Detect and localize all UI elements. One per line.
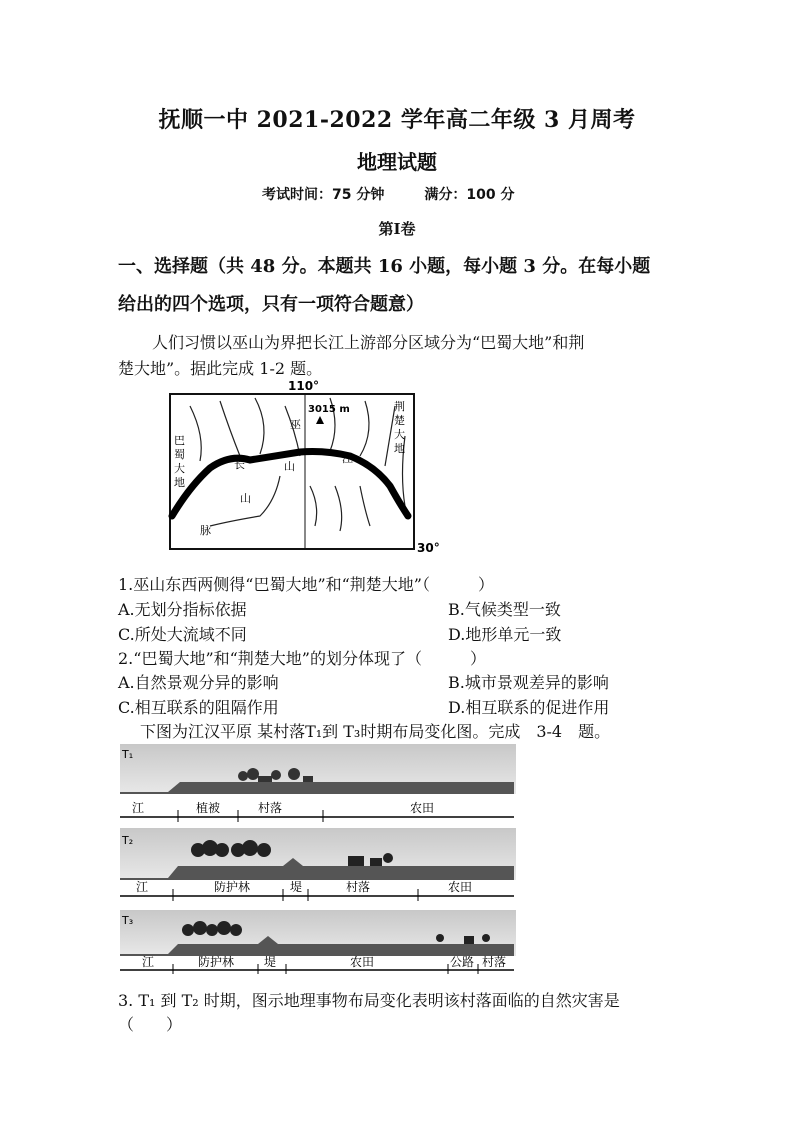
t1-label-vegetation: 植被	[196, 801, 221, 815]
intro1-line2: 楚大地”。据此完成 1-2 题。	[118, 359, 323, 378]
t1-label-farmland: 农田	[410, 801, 435, 815]
panel-t2	[120, 828, 516, 901]
q1-option-a[interactable]: A.无划分指标依据	[118, 600, 247, 619]
label-shu: 蜀	[174, 448, 185, 461]
panel-t3	[120, 910, 516, 974]
q2-option-c[interactable]: C.相互联系的阻隔作用	[118, 698, 279, 717]
volume-heading: 第Ⅰ卷	[378, 220, 416, 238]
peak-icon	[316, 416, 324, 424]
t3-label-village: 村落	[482, 955, 507, 969]
t3-label-river: 江	[142, 955, 155, 969]
exam-subtitle: 地理试题	[357, 150, 437, 174]
label-di1: 地	[174, 476, 185, 489]
label-shan1: 山	[284, 460, 295, 473]
q3-line2: （ ）	[118, 1015, 183, 1034]
t1-tag: T₁	[122, 748, 134, 761]
panel-t1	[120, 744, 516, 822]
q1-option-d[interactable]: D.地形单元一致	[448, 625, 562, 644]
t1-label-village: 村落	[258, 801, 283, 815]
q3-line1: 3. T₁ 到 T₂ 时期，图示地理事物布局变化表明该村落面临的自然灾害是	[118, 991, 620, 1010]
wushan-map	[160, 376, 450, 558]
label-jing: 荆	[394, 400, 405, 413]
label-da2: 大	[394, 428, 405, 441]
village-profile-figure	[118, 742, 518, 974]
t2-label-village: 村落	[346, 880, 371, 894]
t2-label-shelterbelt: 防护林	[214, 880, 251, 894]
label-chang: 长	[234, 458, 245, 471]
q1-option-c[interactable]: C.所处大流域不同	[118, 625, 247, 644]
label-da1: 大	[174, 462, 185, 475]
exam-score: 满分：100 分	[424, 187, 515, 203]
exam-title: 抚顺一中 2021-2022 学年高二年级 3 月周考	[158, 107, 636, 133]
label-shan2: 山	[240, 492, 251, 505]
q2-option-a[interactable]: A.自然景观分异的影响	[118, 673, 279, 692]
intro1-line1: 人们习惯以巫山为界把长江上游部分区域分为“巴蜀大地”和荆	[152, 333, 585, 352]
t2-label-farmland: 农田	[448, 880, 473, 894]
intro2: 下图为江汉平原 某村落T₁到 T₃时期布局变化图。完成 3-4 题。	[140, 722, 611, 741]
label-wu: 巫	[290, 418, 301, 431]
q2-stem: 2.“巴蜀大地”和“荆楚大地”的划分体现了（ ）	[118, 649, 486, 668]
t2-label-levee: 堤	[290, 880, 303, 894]
section-heading-line2: 给出的四个选项，只有一项符合题意）	[118, 294, 424, 315]
t3-label-levee: 堤	[264, 955, 277, 969]
t1-label-river: 江	[132, 801, 145, 815]
q1-stem: 1.巫山东西两侧得“巴蜀大地”和“荆楚大地”（ ）	[118, 575, 494, 594]
t2-tag: T₂	[122, 834, 134, 847]
t2-label-river: 江	[136, 880, 149, 894]
exam-meta	[262, 184, 514, 204]
t3-label-farmland: 农田	[350, 955, 375, 969]
q2-option-b[interactable]: B.城市景观差异的影响	[448, 673, 609, 692]
label-jiang: 江	[342, 452, 353, 465]
label-ba: 巴	[174, 434, 185, 447]
q2-option-d[interactable]: D.相互联系的促进作用	[448, 698, 610, 717]
exam-time: 考试时间：75 分钟	[262, 187, 385, 203]
peak-label: 3015 m	[308, 404, 350, 415]
t3-tag: T₃	[122, 914, 134, 927]
t3-label-shelterbelt: 防护林	[198, 955, 235, 969]
q1-option-b[interactable]: B.气候类型一致	[448, 600, 561, 619]
t3-label-road: 公路	[450, 955, 475, 969]
longitude-label: 110°	[288, 379, 320, 393]
label-mai: 脉	[200, 524, 211, 537]
section-heading-line1: 一、选择题（共 48 分。本题共 16 小题，每小题 3 分。在每小题	[118, 256, 651, 277]
latitude-label: 30°	[417, 541, 440, 555]
label-chu: 楚	[394, 414, 405, 427]
label-di2: 地	[394, 442, 405, 455]
